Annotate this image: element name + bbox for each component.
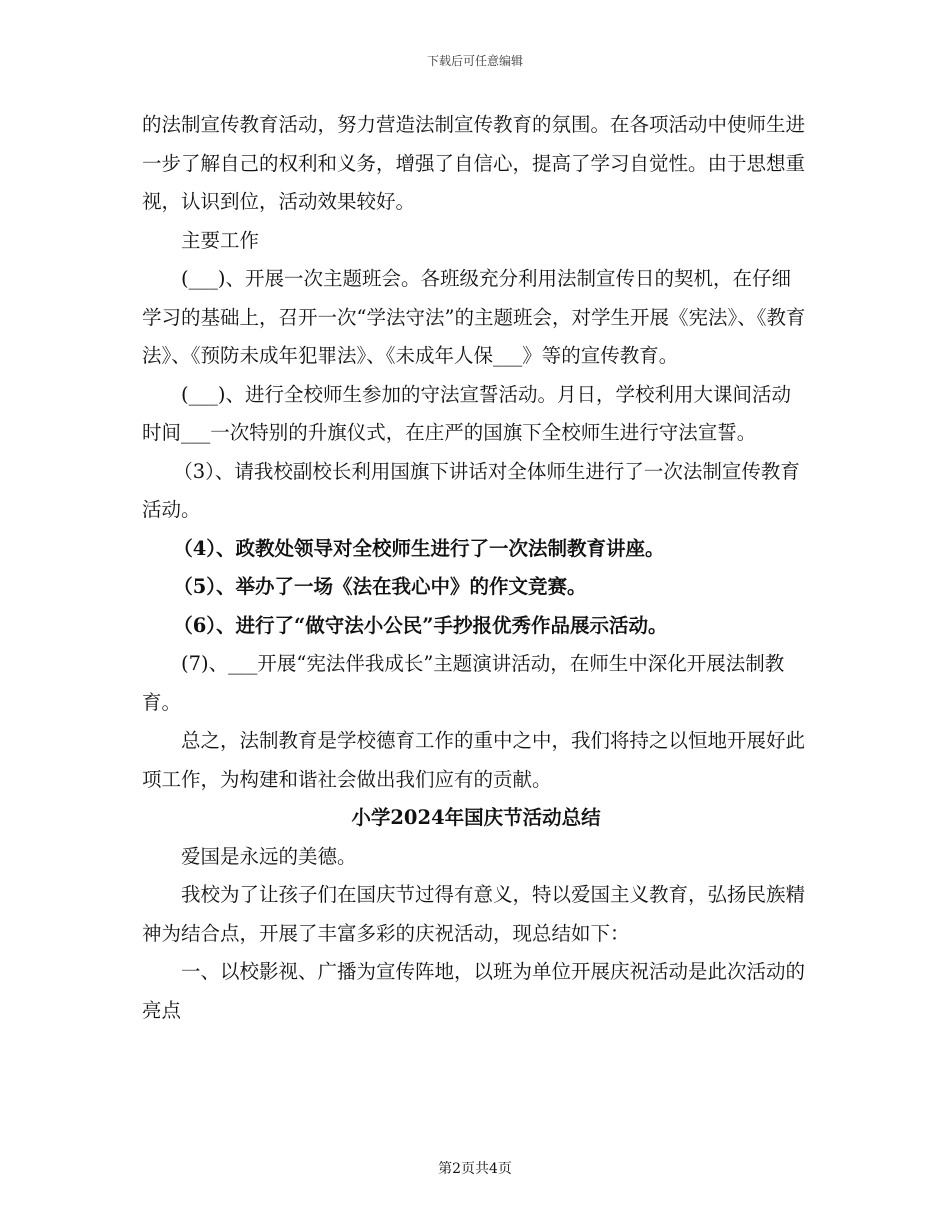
paragraph-item-6: （6）、进行了“做守法小公民”手抄报优秀作品展示活动。 [173,613,668,637]
paragraph-item-3: （3）、请我校副校长利用国旗下讲话对全体师生进行了一次法制宣传教育活动。 [142,459,800,521]
paragraph-item-1: (___)、开展一次主题班会。各班级充分利用法制宣传日的契机，在仔细学习的基础上，召开一次“学法守法”的主题班会，对学生开展《宪法》、《教育法》、《预防未成年犯罪法》、《未成年人保___》等的宣传教育。 [142,267,806,367]
paragraph-intro: 的法制宣传教育活动，努力营造法制宣传教育的氛围。在各项活动中使师生进一步了解自己的权利和义务，增强了自信心，提高了学习自觉性。由于思想重视，认识到位，活动效果较好。 [142,113,806,213]
paragraph-section-one: 一、以校影视、广播为宣传阵地，以班为单位开展庆祝活动是此次活动的亮点 [142,960,806,1022]
paragraph-conclusion: 总之，法制教育是学校德育工作的重中之中，我们将持之以恒地开展好此项工作，为构建和谐社会做出我们应有的贡献。 [142,729,806,791]
paragraph-item-5: （5）、举办了一场《法在我心中》的作文竞赛。 [173,575,587,598]
paragraph-item-7: (7)、___开展“宪法伴我成长”主题演讲活动，在师生中深化开展法制教育。 [142,652,785,714]
paragraph-summary-intro: 我校为了让孩子们在国庆节过得有意义，特以爱国主义教育，弘扬民族精神为结合点，开展了丰富多彩的庆祝活动，现总结如下： [142,883,806,945]
section-heading-main-work: 主要工作 [181,228,260,252]
page-header: 下载后可任意编辑 [426,54,523,68]
page-footer: 第2页共4页 [438,1161,512,1177]
document-title: 小学2024年国庆节活动总结 [351,806,601,829]
paragraph-patriotism: 爱国是永远的美德。 [181,844,357,868]
paragraph-item-2: (___)、进行全校师生参加的守法宣誓活动。月日，学校利用大课间活动时间___一次特别的升旗仪式，在庄严的国旗下全校师生进行守法宣誓。 [142,382,791,444]
paragraph-item-4: （4）、政教处领导对全校师生进行了一次法制教育讲座。 [173,536,665,560]
document-body [142,106,810,1030]
